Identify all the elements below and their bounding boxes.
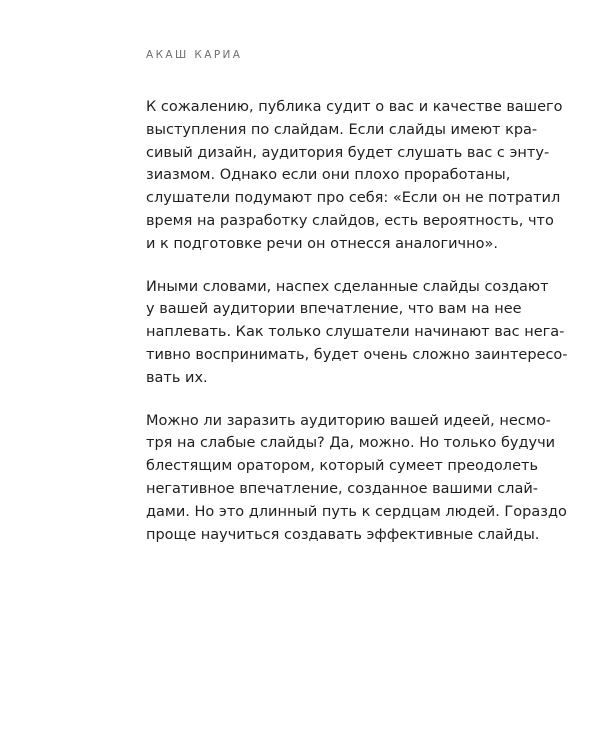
paragraph-line: и к подготовке речи он отнесся аналогично». [146, 235, 498, 252]
running-head-author: АКАШ КАРИА [146, 49, 243, 61]
paragraph-1 [146, 96, 563, 256]
paragraph-line: К сожалению, публика судит о вас и качестве вашего [146, 99, 563, 115]
paragraph-line: слушатели подумают про себя: «Если он не потратил [146, 190, 561, 207]
paragraph-line: тря на слабые слайды? Да, можно. Но только будучи [146, 435, 556, 452]
paragraph-line: негативное впечатление, созданное вашими слай- [146, 480, 538, 497]
paragraph-line: блестящим оратором, который сумеет преодолеть [146, 458, 538, 475]
paragraph-line: наплевать. Как только слушатели начинают вас нега- [146, 324, 565, 341]
paragraph-line: Можно ли заразить аудиторию вашей идеей, несмо- [146, 412, 551, 429]
paragraph-line: тивно воспринимать, будет очень сложно заинтересо- [146, 346, 568, 363]
body-text [146, 96, 568, 566]
paragraph-line: вать их. [146, 369, 208, 386]
paragraph-2 [146, 276, 568, 390]
paragraph-line: проще научиться создавать эффективные слайды. [146, 526, 540, 543]
paragraph-line: Иными словами, наспех сделанные слайды создают [146, 278, 549, 295]
paragraph-line: время на разработку слайдов, есть вероятность, что [146, 212, 554, 229]
paragraph-line: сивый дизайн, аудитория будет слушать вас с энту- [146, 144, 550, 161]
paragraph-line: зиазмом. Однако если они плохо проработаны, [146, 167, 511, 184]
paragraph-line: у вашей аудитории впечатление, что вам на нее [146, 301, 522, 318]
paragraph-line: дами. Но это длинный путь к сердцам людей. Гораздо [146, 503, 567, 520]
paragraph-line: выступления по слайдам. Если слайды имеют кра- [146, 121, 538, 138]
paragraph-3 [146, 410, 567, 547]
